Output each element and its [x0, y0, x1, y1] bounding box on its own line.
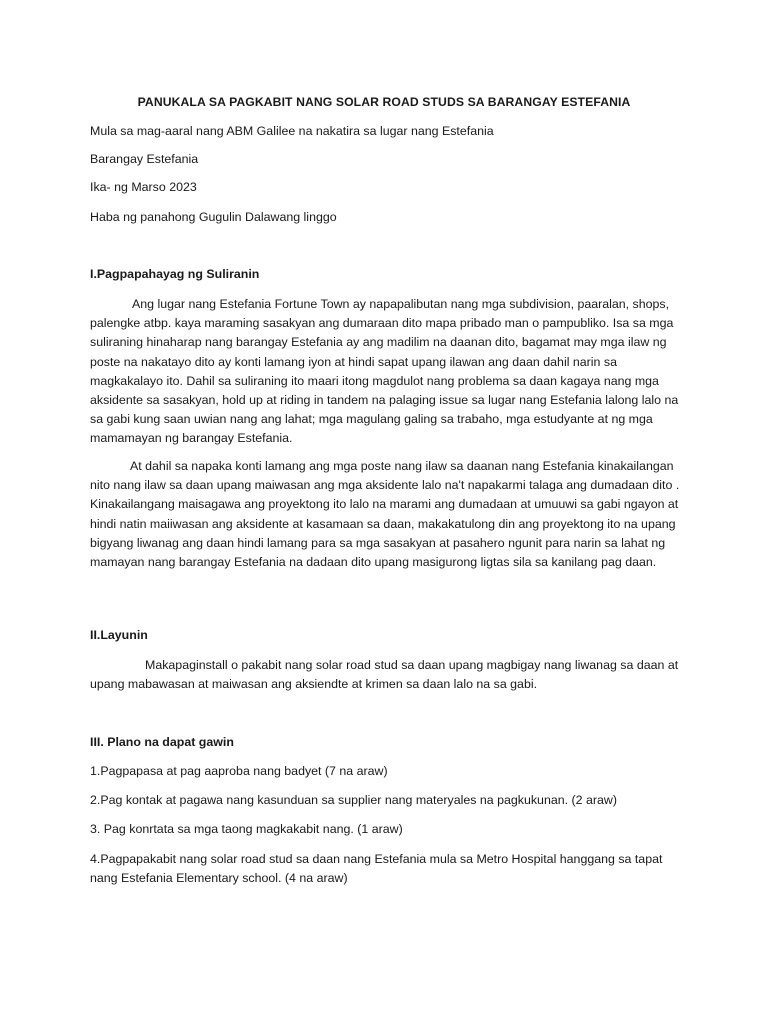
date-line: Ika- ng Marso 2023 — [90, 180, 197, 194]
location-line: Barangay Estefania — [90, 152, 199, 166]
section2-heading: II.Layunin — [90, 628, 148, 642]
section2-paragraph: Makapaginstall o pakabit nang solar road stud sa daan upang magbigay nang liwanag sa daan at upang mabawasan at maiwasan ang aksiendte at krimen sa daan lalo na sa gabi. — [90, 658, 679, 692]
section1-paragraph2: At dahil sa napaka konti lamang ang mga poste nang ilaw sa daanan nang Estefania kinakailangan nito nang ilaw sa daan upang maiwasan ang mga aksidente lalo na't napakarmi talaga ang dumadaan dito . Kinakailangang maisagawa ang proyektong ito lalo na marami ang dumadaan at umuuwi sa gabi ngayon at hindi natin maiiwasan ang aksidente at kasamaan sa daan, makakatulong din ang proyektong ito na upang bigyang liwanag ang daan hindi lamang para sa mga sasakyan at pasahero ngunit para narin sa lahat ng mamayan nang barangay Estefania na dadaan dito upang masigurong ligtas sila sa kanilang pag daan. — [90, 459, 680, 570]
from-line: Mula sa mag-aaral nang ABM Galilee na nakatira sa lugar nang Estefania — [90, 124, 494, 138]
plan-item-3: 3. Pag konrtata sa mga taong magkakabit nang. (1 araw) — [90, 822, 403, 836]
plan-item-1: 1.Pagpapasa at pag aaproba nang badyet (7 na araw) — [90, 764, 388, 778]
section1-paragraph1: Ang lugar nang Estefania Fortune Town ay napapalibutan nang mga subdivision, paaralan, shops, palengke atbp. kaya maraming sasakyan ang dumaraan dito mapa pribado man o pampubliko. Isa sa mga suliraning hinaharap nang barangay Estefania ay ang madilim na daanan dito, bagamat may mga ilaw ng poste na nakatayo dito ay konti lamang iyon at hindi sapat upang ilawan ang daan dahil narin sa magkakalayo ito. Dahil sa suliraning ito maari itong magdulot nang problema sa daan kagaya nang mga aksidente sa sasakyan, hold up at riding in tandem na palaging issue sa lugar nang Estefania lalong lalo na sa gabi kung saan uwian nang ang lahat; mga magulang galing sa trabaho, mga estudyante at ng mga mamamayan ng barangay Estefania. — [90, 297, 679, 446]
plan-item-4: 4.Pagpapakabit nang solar road stud sa daan nang Estefania mula sa Metro Hospital hanggang sa tapat nang Estefania Elementary school. (4 na araw) — [90, 852, 663, 886]
section1-heading: I.Pagpapahayag ng Suliranin — [90, 267, 260, 281]
duration-line: Haba ng panahong Gugulin Dalawang linggo — [90, 210, 337, 224]
plan-item-2: 2.Pag kontak at pagawa nang kasunduan sa supplier nang materyales na pagkukunan. (2 araw) — [90, 793, 617, 807]
document-title: PANUKALA SA PAGKABIT NANG SOLAR ROAD STUDS SA BARANGAY ESTEFANIA — [137, 95, 631, 109]
section3-heading: III. Plano na dapat gawin — [90, 735, 234, 749]
